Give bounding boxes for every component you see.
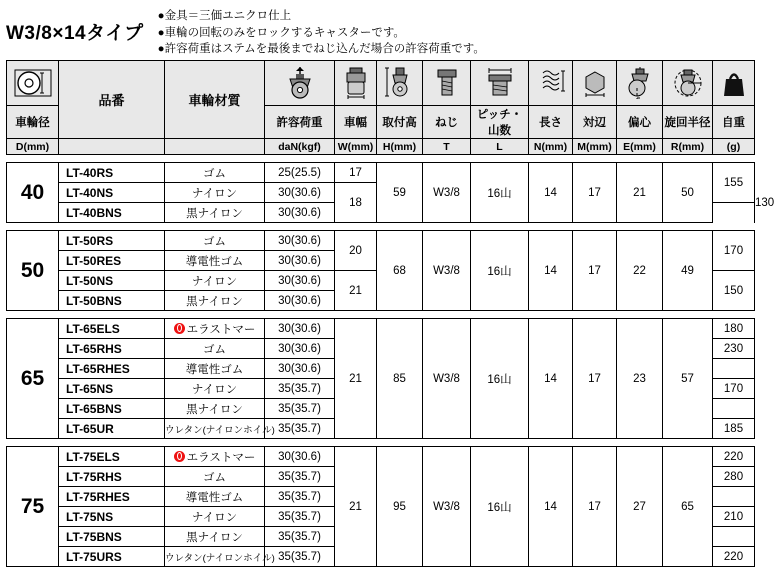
cell-diameter: 65 — [7, 319, 59, 439]
cell-part-number: LT-65RHS — [59, 339, 165, 359]
header-pn: 品番 — [59, 61, 165, 139]
cell-material: 黒ナイロン — [165, 399, 265, 419]
spec-group-table — [6, 318, 755, 439]
header-load-label: 許容荷重 — [265, 106, 335, 139]
cell-part-number: LT-50RES — [59, 251, 165, 271]
cell-material: エラストマー — [165, 447, 265, 467]
header-weight-icon — [713, 61, 755, 106]
cell-material: エラストマー — [165, 319, 265, 339]
cell-weight: 210 — [713, 507, 755, 527]
cell-material: ゴム — [165, 339, 265, 359]
cell-part-number: LT-65BNS — [59, 399, 165, 419]
header-weight-label: 自重 — [713, 106, 755, 139]
header-width-label: 車幅 — [335, 106, 377, 139]
cell-load: 30(30.6) — [265, 339, 335, 359]
cell-width: 18 — [335, 183, 377, 223]
cell-load: 35(35.7) — [265, 527, 335, 547]
cell-height: 95 — [377, 447, 423, 567]
cell-radius: 57 — [663, 319, 713, 439]
cell-material: 導電性ゴム — [165, 251, 265, 271]
header-flat-unit: M(mm) — [573, 139, 617, 155]
header-thread-unit: T — [423, 139, 471, 155]
cell-weight: 185 — [713, 419, 755, 439]
header-thread-label: ねじ — [423, 106, 471, 139]
cell-thread: W3/8 — [423, 231, 471, 311]
cell-part-number: LT-65NS — [59, 379, 165, 399]
header-pitch-unit: L — [471, 139, 529, 155]
header-pitch-icon — [471, 61, 529, 106]
header-mat-unit — [165, 139, 265, 155]
header-length-label: 長さ — [529, 106, 573, 139]
cell-part-number: LT-50NS — [59, 271, 165, 291]
cell-weight — [713, 399, 755, 419]
header-dia-label: 車輪径 — [7, 106, 59, 139]
cell-part-number: LT-75URS — [59, 547, 165, 567]
table-row: LT-40NS ナイロン 30(30.6) 18 130 — [7, 183, 755, 203]
spec-group-table — [6, 162, 774, 223]
cell-weight — [713, 359, 755, 379]
cell-weight: 220 — [713, 447, 755, 467]
cell-part-number: LT-40RS — [59, 163, 165, 183]
cell-pitch: 16山 — [471, 319, 529, 439]
cell-offset: 23 — [617, 319, 663, 439]
header-thread-icon — [423, 61, 471, 106]
cell-load: 30(30.6) — [265, 319, 335, 339]
cell-flat: 17 — [573, 231, 617, 311]
header-weight-unit: (g) — [713, 139, 755, 155]
cell-pitch: 16山 — [471, 163, 529, 223]
cell-load: 35(35.7) — [265, 547, 335, 567]
cell-flat: 17 — [573, 163, 617, 223]
cell-offset: 21 — [617, 163, 663, 223]
table-row — [7, 231, 755, 251]
cell-load: 30(30.6) — [265, 447, 335, 467]
header-width-unit: W(mm) — [335, 139, 377, 155]
header-unit-row — [7, 139, 755, 155]
header-radius-icon — [663, 61, 713, 106]
header-radius-label: 旋回半径 — [663, 106, 713, 139]
header-notes — [158, 6, 485, 58]
cell-part-number: LT-75RHS — [59, 467, 165, 487]
header-height-unit: H(mm) — [377, 139, 423, 155]
cell-part-number: LT-40BNS — [59, 203, 165, 223]
cell-offset: 22 — [617, 231, 663, 311]
cell-weight: 220 — [713, 547, 755, 567]
spec-tables — [0, 60, 774, 567]
cell-material: 黒ナイロン — [165, 527, 265, 547]
cell-load: 30(30.6) — [265, 231, 335, 251]
cell-material: ナイロン — [165, 271, 265, 291]
cell-height: 59 — [377, 163, 423, 223]
header-offset-icon — [617, 61, 663, 106]
cell-material: ナイロン — [165, 379, 265, 399]
cell-thread: W3/8 — [423, 163, 471, 223]
cell-load: 30(30.6) — [265, 359, 335, 379]
cell-weight: 180 — [713, 319, 755, 339]
cell-material: 黒ナイロン — [165, 291, 265, 311]
spec-header-table — [6, 60, 755, 155]
spec-group-table — [6, 446, 755, 567]
cell-part-number: LT-40NS — [59, 183, 165, 203]
cell-thread: W3/8 — [423, 319, 471, 439]
cell-offset: 27 — [617, 447, 663, 567]
cell-part-number: LT-75BNS — [59, 527, 165, 547]
cell-part-number: LT-75NS — [59, 507, 165, 527]
header-dia-unit: D(mm) — [7, 139, 59, 155]
cell-load: 35(35.7) — [265, 507, 335, 527]
spec-group-table — [6, 230, 755, 311]
cell-width: 21 — [335, 447, 377, 567]
cell-length: 14 — [529, 163, 573, 223]
cell-load: 30(30.6) — [265, 271, 335, 291]
cell-diameter: 75 — [7, 447, 59, 567]
cell-flat: 17 — [573, 447, 617, 567]
cell-weight — [713, 487, 755, 507]
header-length-icon — [529, 61, 573, 106]
header-icon-row — [7, 61, 755, 106]
cell-weight: 280 — [713, 467, 755, 487]
cell-height: 85 — [377, 319, 423, 439]
header-offset-unit: E(mm) — [617, 139, 663, 155]
table-row — [7, 447, 755, 467]
cell-width: 21 — [335, 271, 377, 311]
cell-width: 21 — [335, 319, 377, 439]
cell-load: 35(35.7) — [265, 487, 335, 507]
note-2: ●車輪の回転のみをロックするキャスターです。 — [157, 26, 405, 39]
cell-length: 14 — [529, 319, 573, 439]
header-offset-label: 偏心 — [617, 106, 663, 139]
cell-length: 14 — [529, 447, 573, 567]
cell-width: 17 — [335, 163, 377, 183]
cell-thread: W3/8 — [423, 447, 471, 567]
cell-part-number: LT-65UR — [59, 419, 165, 439]
elastomer-badge-icon — [174, 451, 185, 462]
cell-material: ウレタン(ナイロンホイル) — [165, 547, 265, 567]
page-header — [0, 0, 750, 60]
cell-load: 30(30.6) — [265, 183, 335, 203]
cell-part-number: LT-65RHES — [59, 359, 165, 379]
header-radius-unit: R(mm) — [663, 139, 713, 155]
cell-weight: 155 — [713, 163, 755, 203]
header-length-unit: N(mm) — [529, 139, 573, 155]
cell-material: ナイロン — [165, 507, 265, 527]
cell-part-number: LT-50BNS — [59, 291, 165, 311]
cell-load: 30(30.6) — [265, 291, 335, 311]
header-mat: 車輪材質 — [165, 61, 265, 139]
cell-part-number: LT-75ELS — [59, 447, 165, 467]
header-dia-icon — [7, 61, 59, 106]
cell-diameter: 50 — [7, 231, 59, 311]
table-row — [7, 319, 755, 339]
elastomer-badge-icon — [174, 323, 185, 334]
cell-flat: 17 — [573, 319, 617, 439]
cell-part-number: LT-75RHES — [59, 487, 165, 507]
table-row — [7, 163, 755, 183]
cell-material: ゴム — [165, 163, 265, 183]
cell-part-number: LT-50RS — [59, 231, 165, 251]
header-flat-icon — [573, 61, 617, 106]
header-pn-unit — [59, 139, 165, 155]
cell-weight — [713, 527, 755, 547]
cell-material: ゴム — [165, 231, 265, 251]
cell-load: 30(30.6) — [265, 203, 335, 223]
header-height-icon — [377, 61, 423, 106]
cell-diameter: 40 — [7, 163, 59, 223]
cell-load: 30(30.6) — [265, 251, 335, 271]
cell-material: ウレタン(ナイロンホイル) — [165, 419, 265, 439]
cell-material: 導電性ゴム — [165, 487, 265, 507]
cell-load: 35(35.7) — [265, 467, 335, 487]
header-load-unit: daN(kgf) — [265, 139, 335, 155]
cell-weight: 170 — [713, 379, 755, 399]
cell-width: 20 — [335, 231, 377, 271]
page-title: W3/8×14タイプ — [6, 23, 144, 44]
cell-load: 35(35.7) — [265, 399, 335, 419]
header-load-icon — [265, 61, 335, 106]
cell-radius: 49 — [663, 231, 713, 311]
cell-radius: 50 — [663, 163, 713, 223]
cell-weight: 170 — [713, 231, 755, 271]
cell-weight: 150 — [713, 271, 755, 311]
cell-material: ゴム — [165, 467, 265, 487]
header-width-icon — [335, 61, 377, 106]
cell-part-number: LT-65ELS — [59, 319, 165, 339]
note-1: ●金具＝三価ユニクロ仕上 — [157, 10, 292, 22]
cell-pitch: 16山 — [471, 447, 529, 567]
cell-radius: 65 — [663, 447, 713, 567]
cell-material: 黒ナイロン — [165, 203, 265, 223]
cell-pitch: 16山 — [471, 231, 529, 311]
cell-load: 35(35.7) — [265, 379, 335, 399]
cell-length: 14 — [529, 231, 573, 311]
cell-weight: 230 — [713, 339, 755, 359]
cell-load: 25(25.5) — [265, 163, 335, 183]
cell-load: 35(35.7) — [265, 419, 335, 439]
header-pitch-label: ピッチ・山数 — [471, 106, 529, 139]
cell-material: ナイロン — [165, 183, 265, 203]
cell-material: 導電性ゴム — [165, 359, 265, 379]
header-height-label: 取付高 — [377, 106, 423, 139]
note-3: ●許容荷重はステムを最後までねじ込んだ場合の許容荷重です。 — [157, 43, 485, 56]
header-flat-label: 対辺 — [573, 106, 617, 139]
cell-height: 68 — [377, 231, 423, 311]
